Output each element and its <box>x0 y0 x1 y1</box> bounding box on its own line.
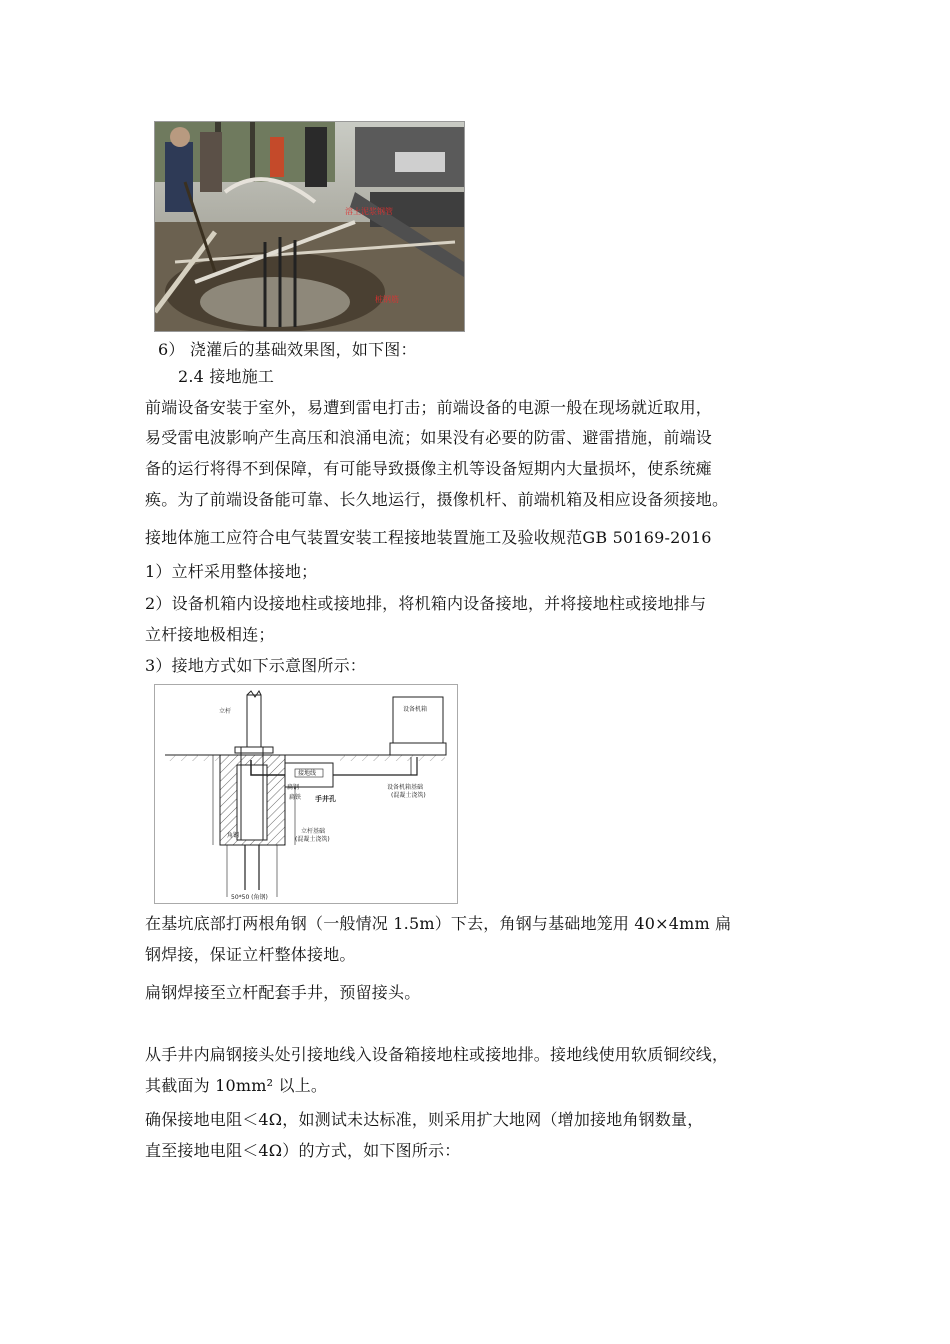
construction-photo-image <box>155 122 464 331</box>
label-pole-base-note: (混凝土浇筑) <box>295 836 330 843</box>
paragraph-line: 直至接地电阻＜4Ω）的方式，如下图所示： <box>145 1141 461 1160</box>
label-left-small: 扁铁 <box>289 794 302 801</box>
label-bottom: 50*50 (角钢) <box>231 894 268 901</box>
list-item-2-line: 2）设备机箱内设接地柱或接地排，将机箱内设备接地，并将接地柱或接地排与 <box>145 594 707 613</box>
paragraph-line: 钢焊接，保证立杆整体接地。 <box>145 945 356 964</box>
label-pole: 立杆 <box>219 708 232 715</box>
list-item-3: 3）接地方式如下示意图所示： <box>145 656 366 675</box>
photo-label-top: 溶土泥浆钢管 <box>345 207 393 216</box>
label-flat-steel: 扁钢 <box>287 784 300 791</box>
label-cabinet-base-note: (混凝土浇筑) <box>391 792 426 799</box>
list-item-1: 1）立杆采用整体接地； <box>145 562 318 581</box>
paragraph-line: 痪。为了前端设备能可靠、长久地运行，摄像机杆、前端机箱及相应设备须接地。 <box>145 490 729 509</box>
grounding-diagram <box>154 684 458 904</box>
label-angle-steel: 角钢 <box>227 832 240 839</box>
label-pole-base: 立杆基础 <box>301 828 326 835</box>
paragraph-line: 易受雷电波影响产生高压和浪涌电流；如果没有必要的防雷、避雷措施，前端设 <box>145 428 713 447</box>
list-item-2-line: 立杆接地极相连； <box>145 625 275 644</box>
paragraph-line: 接地体施工应符合电气装置安装工程接地装置施工及验收规范GB 50169-2016 <box>145 528 712 547</box>
paragraph-line: 备的运行将得不到保障，有可能导致摄像主机等设备短期内大量损坏，使系统瘫 <box>145 459 713 478</box>
label-cabinet-base: 设备机箱基础 <box>387 784 424 791</box>
caption-6: 6） 浇灌后的基础效果图，如下图： <box>158 340 417 359</box>
diagram-labels <box>155 685 457 903</box>
paragraph-line: 确保接地电阻＜4Ω，如测试未达标准，则采用扩大地网（增加接地角钢数量， <box>145 1110 704 1129</box>
paragraph-line: 扁钢焊接至立杆配套手井，预留接头。 <box>145 983 421 1002</box>
paragraph-line: 其截面为 10mm² 以上。 <box>145 1076 328 1095</box>
paragraph-line: 前端设备安装于室外，易遭到雷电打击；前端设备的电源一般在现场就近取用， <box>145 398 713 417</box>
paragraph-line: 从手井内扁钢接头处引接地线入设备箱接地柱或接地排。接地线使用软质铜绞线， <box>145 1045 729 1064</box>
section-heading: 2.4 接地施工 <box>178 367 275 386</box>
photo-label-bottom: 桩钢筋 <box>375 295 399 304</box>
label-ground-wire: 接地线 <box>298 770 317 777</box>
label-handhole: 手井孔 <box>315 795 336 803</box>
paragraph-line: 在基坑底部打两根角钢（一般情况 1.5m）下去，角钢与基础地笼用 40×4mm 扁 <box>145 914 732 933</box>
construction-photo <box>154 121 465 332</box>
label-cabinet: 设备机箱 <box>403 706 428 713</box>
